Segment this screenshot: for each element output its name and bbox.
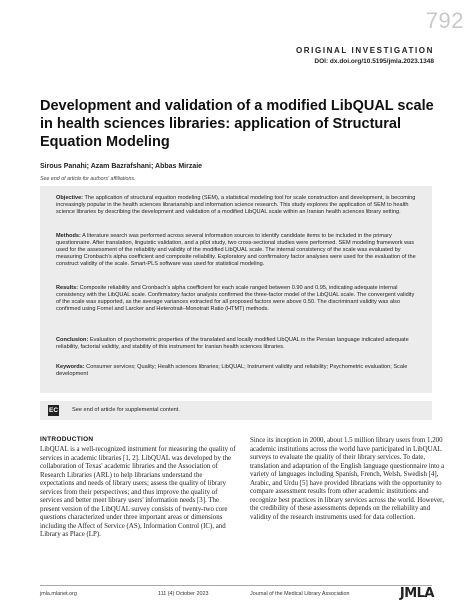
doi-link[interactable]: DOI: dx.doi.org/10.5195/jmla.2023.1348 [314,58,434,65]
supplemental-content-box [40,401,432,420]
abstract-keywords [56,364,420,378]
methods-label: Methods: [56,233,81,239]
abstract-box [40,186,432,393]
author-list: Sirous Panahi; Azam Bazrafshani; Abbas Mirzaie [40,163,203,170]
abstract-conclusion [56,337,420,351]
objective-text: The application of structural equation modeling (SEM), a statistical modeling tool for scale construction and development, is becoming increasingly popular in the health sciences librarianship and information science research. This study explores the application of SEM to health science libraries by describing the development and validation of a modified LibQUAL scale within an Iranian health sciences library setting. [56,195,416,216]
keywords-label: Keywords: [56,364,85,370]
footer-journal-name: Journal of the Medical Library Association [250,591,350,597]
footer-site-link[interactable]: jmla.mlanet.org [40,591,77,597]
conclusion-text: Evaluation of psychometric properties of the translated and locally modified LibQUAL in the Persian language indicated adequate reliability, factorial validity, and stability of this instrument for Iranian health sciences libraries. [56,337,409,351]
introduction-heading: INTRODUCTION [40,436,94,443]
introduction-left-column: LibQUAL is a well-recognized instrument for measuring the quality of services in academic libraries [1, 2]. LibQUAL was developed by the collaboration of Texas' academic libraries and the Association of Research Libraries (ARL) to help librarians understand the expectations and needs of library users; assess the quality of library services from their perspectives; and thus improve the quality of services and better meet library users' information needs [3]. The present version of the LibQUAL survey consists of twenty-two core questions characterized under three important areas or dimensions including the Affect of Service (AS), Information Control (IC), and Library as Place (LP). [40,446,236,539]
footer-divider [40,585,432,586]
keywords-text: Consumer services; Quality; Health sciences libraries; LibQUAL; Instrument validity and reliability; Psychometric evaluation; Scale development [56,364,408,378]
introduction-right-column: Since its inception in 2000, about 1.5 million library users from 1,200 academic institutions across the world have participated in LibQUAL surveys to evaluate the quality of their library services. To date, translation and adaptation of the English language questionnaire into a variety of languages including Spanish, French, Welsh, Swedish [4], Arabic, and Urdu [5] have provided librarians with the opportunity to compare assessment results from other academic institutions and recognize best practices in library services across the world. However, the credibility of these assessments depends on the reliability and validity of the research instruments used for data collection. [250,437,445,521]
footer-issue: 111 (4) October 2023 [158,591,209,597]
jmla-logo: JMLA [399,586,434,601]
objective-label: Objective: [56,195,84,201]
page-number: 792 [425,8,464,33]
results-label: Results: [56,285,79,291]
section-label: ORIGINAL INVESTIGATION [295,46,434,55]
results-text: Composite reliability and Cronbach's alpha coefficient for each scale ranged between 0.90 and 0.95, indicating adequate internal consistency with the LibQUAL scale. Confirmatory factor analysis confirmed the three-factor model of the LibQUAL scale. The convergent validity of the scale was supported, as the average variances extracted for all proposed factors were above 0.50. The discriminant validity was also confirmed using Fornel and Larcker and Heterotrait–Monotrait Ratio (HTMT) methods. [56,285,415,313]
affiliation-note: See end of article for authors' affiliations. [40,176,136,182]
supplemental-content-icon: EC [48,407,59,414]
article-title: Development and validation of a modified LibQUAL scale in health sciences libraries: application of Structural Equation Modeling [40,98,434,150]
abstract-results [56,285,420,313]
supplemental-content-text[interactable]: See end of article for supplemental content. [72,407,180,413]
conclusion-label: Conclusion: [56,337,89,343]
methods-text: A literature search was performed across several information sources to identify candidate items to be included in the primary questionnaire. After translation, linguistic validation, and a pilot study, two cross-sectional studies were performed. SEM modeling framework was used for the assessment of the reliability and validity of the modified LibQUAL scale. The internal consistency of the scale was evaluated by measuring Cronbach's alpha coefficient and composite reliability. Exploratory and confirmatory factor analyses were used for the evaluation of the construct validity of the scale. Smart-PLS software was used for statistical modeling. [56,233,416,268]
abstract-objective [56,195,420,216]
abstract-methods [56,233,420,268]
